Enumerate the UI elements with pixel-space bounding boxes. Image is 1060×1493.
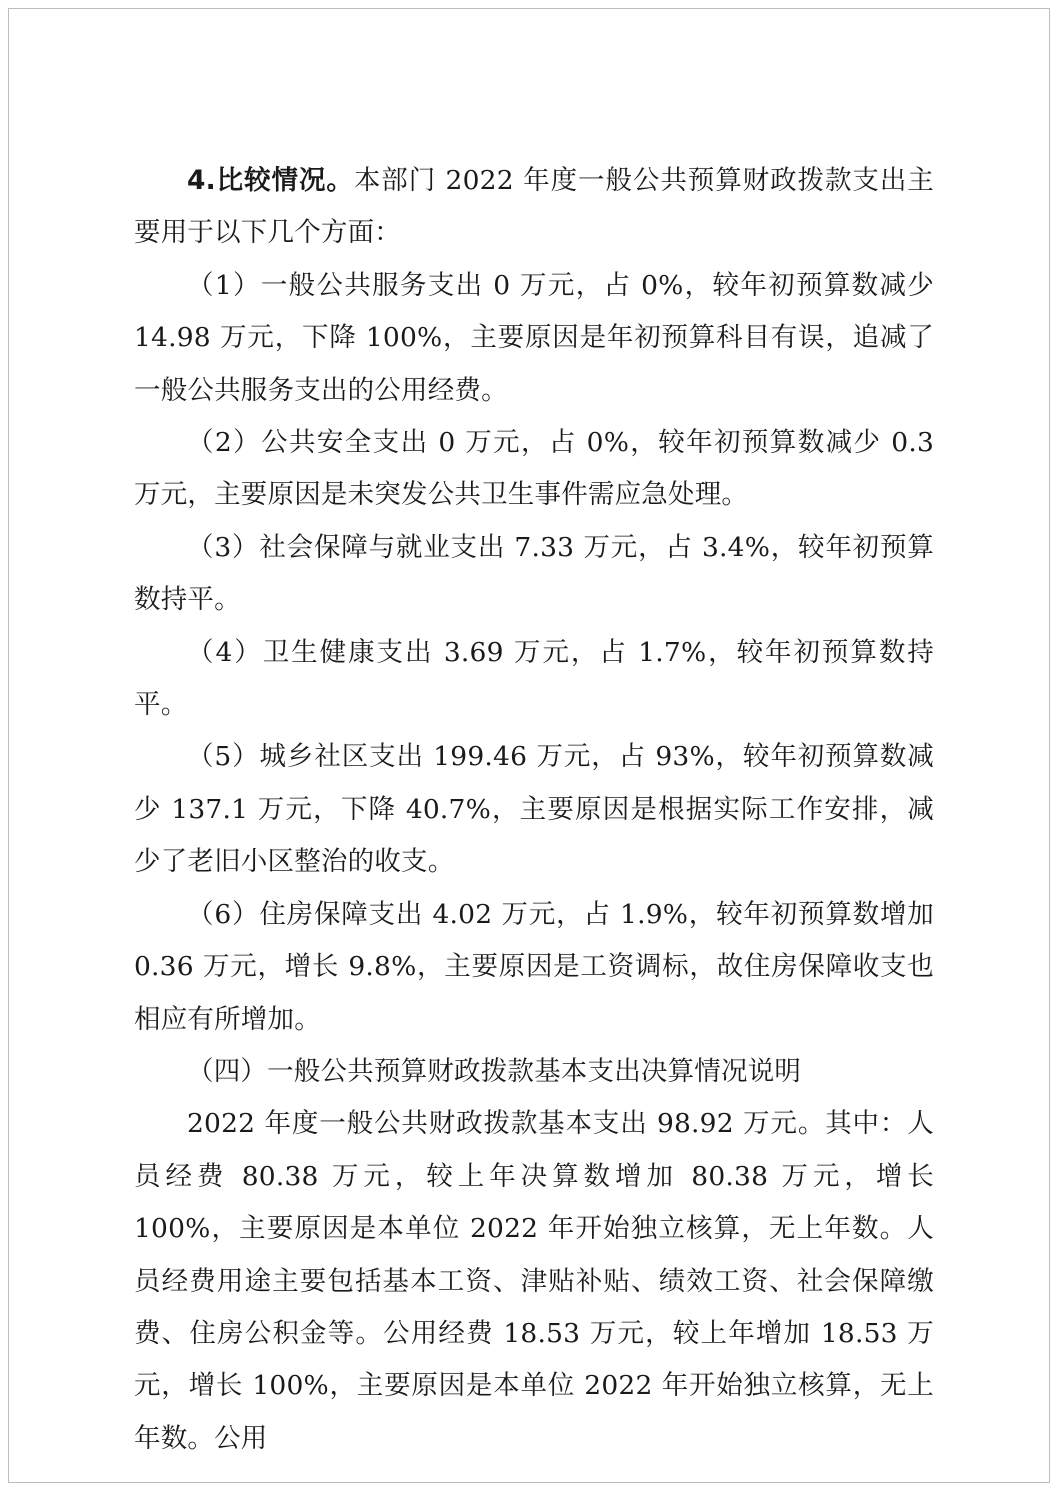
item-6-paragraph: （6）住房保障支出 4.02 万元，占 1.9%，较年初预算数增加 0.36 万元，增长 9.8%，主要原因是工资调标，故住房保障收支也相应有所增加。 [134,898,943,1035]
section-4-lead: 4.比较情况。 [187,165,354,196]
item-5-paragraph: （5）城乡社区支出 199.46 万元，占 93%，较年初预算数减少 137.1 万元，下降 40.7%，主要原因是根据实际工作安排，减少了老旧小区整治的收支。 [134,741,934,878]
document-page [8,8,1050,1483]
document-body [134,155,943,1465]
item-3-paragraph: （3）社会保障与就业支出 7.33 万元，占 3.4%，较年初预算数持平。 [134,531,934,616]
section-4-text: 本部门 2022 年度一般公共预算财政拨款支出主要用于以下几个方面： [134,165,935,249]
basic-expenditure-paragraph: 2022 年度一般公共财政拨款基本支出 98.92 万元。其中：人员经费 80.38 万元，较上年决算数增加 80.38 万元，增长 100%，主要原因是本单位 2022 年开始独立核算，无上年数。人员经费用途主要包括基本工资、津贴补贴、绩效工资、社会保障缴费、住房公积金等。公用经费 18.53 万元，较上年增加 18.53 万元，增长 100%，主要原因是本单位 2022 年开始独立核算，无上年数。公用 [134,1108,943,1454]
section-heading-4: （四）一般公共预算财政拨款基本支出决算情况说明 [187,1055,802,1087]
item-1-paragraph: （1）一般公共服务支出 0 万元，占 0%，较年初预算数减少 14.98 万元，下降 100%，主要原因是年初预算科目有误，追减了一般公共服务支出的公用经费。 [134,269,943,406]
item-4-paragraph: （4）卫生健康支出 3.69 万元，占 1.7%，较年初预算数持平。 [134,636,934,721]
item-2-paragraph: （2）公共安全支出 0 万元，占 0%，较年初预算数减少 0.3 万元，主要原因是未突发公共卫生事件需应急处理。 [134,427,943,511]
section-4-paragraph [134,155,934,260]
